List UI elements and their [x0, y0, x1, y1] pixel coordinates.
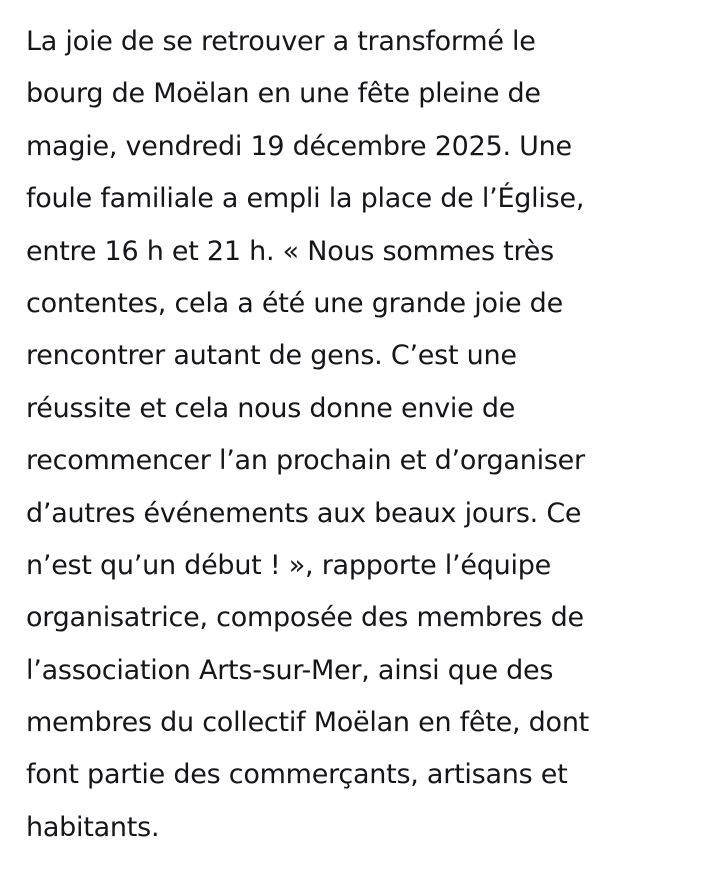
paragraph-line: habitants.	[26, 811, 160, 843]
paragraph-line: rencontrer autant de gens. C’est une	[26, 340, 517, 372]
paragraph-line: réussite et cela nous donne envie de	[26, 392, 516, 424]
paragraph-line: l’association Arts-sur-Mer, ainsi que des	[26, 654, 554, 686]
paragraph-line: magie, vendredi 19 décembre 2025. Une	[26, 130, 572, 162]
paragraph-line: bourg de Moëlan en une fête pleine de	[26, 78, 541, 110]
paragraph-line: recommencer l’an prochain et d’organiser	[26, 445, 585, 477]
paragraph-line: entre 16 h et 21 h. « Nous sommes très	[26, 235, 554, 267]
paragraph-line: foule familiale a empli la place de l’Église,	[26, 183, 585, 215]
article-paragraph	[26, 16, 710, 854]
paragraph-line: organisatrice, composée des membres de	[26, 602, 584, 634]
paragraph-line: d’autres événements aux beaux jours. Ce	[26, 497, 582, 529]
paragraph-line: font partie des commerçants, artisans et	[26, 759, 568, 791]
paragraph-line: contentes, cela a été une grande joie de	[26, 287, 563, 319]
paragraph-line: membres du collectif Moëlan en fête, dont	[26, 707, 590, 739]
paragraph-line: La joie de se retrouver a transformé le	[26, 26, 536, 57]
paragraph-line: n’est qu’un début ! », rapporte l’équipe	[26, 549, 551, 581]
